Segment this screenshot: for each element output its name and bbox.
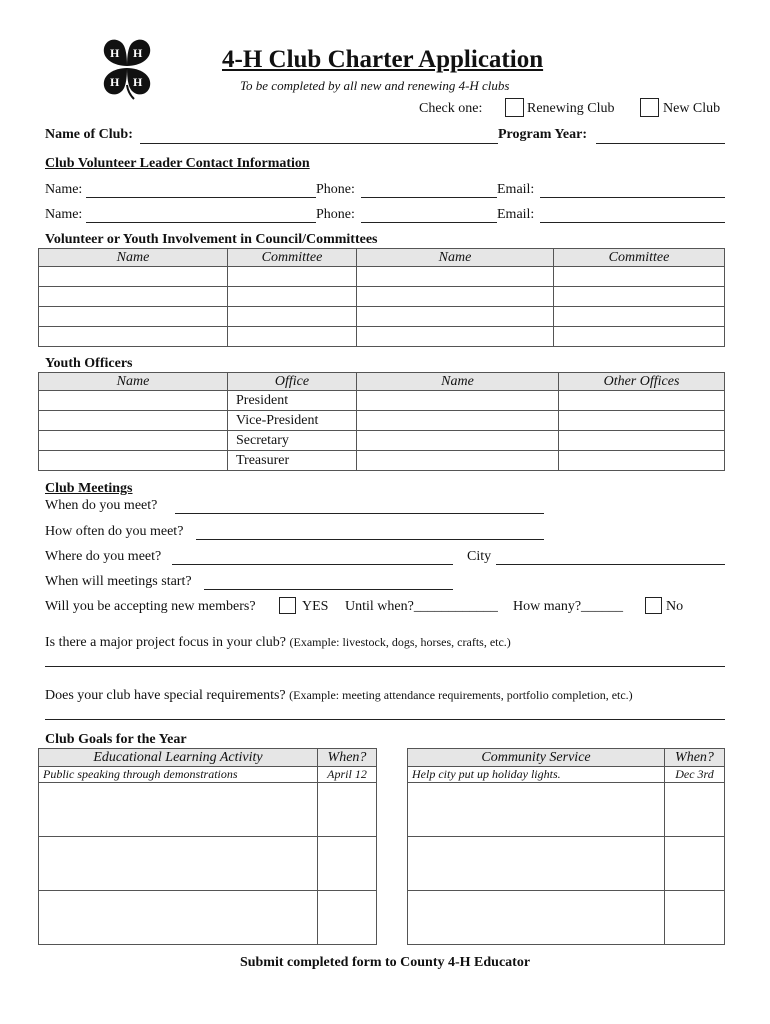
table-row[interactable] [39,391,725,411]
council-table [38,248,725,347]
new-club-label: New Club [663,101,721,116]
form-title: 4-H Club Charter Application [222,46,544,73]
special-req-question: Does your club have special requirements? [45,688,286,703]
leader1-name-label: Name: [45,182,83,197]
new-club-checkbox[interactable] [640,98,659,117]
officers-col-name-2: Name [357,373,559,391]
council-heading: Volunteer or Youth Involvement in Council/Committees [45,232,378,247]
yes-label: YES [302,599,329,614]
office-vice-president: Vice-President [228,411,357,431]
meetings-start-field[interactable] [204,589,453,590]
special-req-example: (Example: meeting attendance requirements, portfolio completion, etc.) [289,688,633,702]
how-many-field[interactable]: How many?______ [513,599,624,614]
leader1-phone-label: Phone: [316,182,355,197]
renewing-club-label: Renewing Club [527,101,615,116]
service-col-when: When? [665,749,725,767]
project-focus-example: (Example: livestock, dogs, horses, crafts, etc.) [289,635,511,649]
leader1-email-field[interactable] [540,197,725,198]
council-col-name-1: Name [39,249,228,267]
table-row[interactable] [39,891,377,945]
table-row[interactable] [39,837,377,891]
leaders-heading: Club Volunteer Leader Contact Information [45,156,310,171]
goals-heading: Club Goals for the Year [45,732,187,747]
council-col-committee-1: Committee [228,249,357,267]
city-field[interactable] [496,564,725,565]
city-label: City [467,549,492,564]
leader2-name-label: Name: [45,207,83,222]
officers-col-other: Other Offices [559,373,725,391]
officers-heading: Youth Officers [45,356,133,371]
submit-instructions: Submit completed form to County 4-H Educator [239,955,531,970]
no-checkbox[interactable] [645,597,662,614]
check-one-label: Check one: [419,101,483,116]
community-service-table [407,748,725,945]
when-meet-label: When do you meet? [45,498,158,513]
service-example-when: Dec 3rd [665,767,725,783]
table-row[interactable] [408,891,725,945]
svg-text:H: H [110,75,120,89]
svg-text:H: H [110,46,120,60]
how-often-field[interactable] [196,539,544,540]
until-when-field[interactable]: Until when?____________ [345,599,498,614]
4h-clover-logo [94,35,160,101]
table-row[interactable] [39,267,725,287]
meetings-start-label: When will meetings start? [45,574,192,589]
table-row [39,767,377,783]
meetings-heading: Club Meetings [45,481,133,496]
yes-checkbox[interactable] [279,597,296,614]
when-meet-field[interactable] [175,513,544,514]
office-treasurer: Treasurer [228,451,357,471]
learning-activity-table [38,748,377,945]
club-name-label: Name of Club: [45,127,133,142]
project-focus-field[interactable] [45,666,725,667]
program-year-field[interactable] [596,143,725,144]
leader1-email-label: Email: [497,182,535,197]
officers-table [38,372,725,471]
no-label: No [666,599,684,614]
table-row[interactable] [39,783,377,837]
leader2-phone-label: Phone: [316,207,355,222]
council-col-name-2: Name [357,249,554,267]
table-row[interactable] [39,451,725,471]
officers-col-office: Office [228,373,357,391]
leader2-name-field[interactable] [86,222,316,223]
table-row[interactable] [408,783,725,837]
how-often-label: How often do you meet? [45,524,184,539]
learning-col-activity: Educational Learning Activity [39,749,318,767]
learning-example-activity: Public speaking through demonstrations [39,767,318,783]
officers-col-name-1: Name [39,373,228,391]
special-req-field[interactable] [45,719,725,720]
where-meet-field[interactable] [172,564,453,565]
table-row[interactable] [39,411,725,431]
table-row[interactable] [39,327,725,347]
table-row [408,767,725,783]
leader1-phone-field[interactable] [361,197,497,198]
leader1-name-field[interactable] [86,197,316,198]
accepting-members-label: Will you be accepting new members? [45,599,256,614]
council-col-committee-2: Committee [554,249,725,267]
svg-text:H: H [133,46,143,60]
svg-text:H: H [133,75,143,89]
office-president: President [228,391,357,411]
table-row[interactable] [39,287,725,307]
form-subtitle: To be completed by all new and renewing 4-H clubs [240,78,510,93]
program-year-label: Program Year: [498,127,588,142]
leader2-email-field[interactable] [540,222,725,223]
service-example-activity: Help city put up holiday lights. [408,767,665,783]
table-row[interactable] [39,307,725,327]
office-secretary: Secretary [228,431,357,451]
project-focus-question: Is there a major project focus in your club? [45,635,287,650]
club-name-field[interactable] [140,143,498,144]
where-meet-label: Where do you meet? [45,549,162,564]
learning-col-when: When? [318,749,377,767]
project-focus-label [45,635,511,651]
leader2-phone-field[interactable] [361,222,497,223]
leader2-email-label: Email: [497,207,535,222]
special-req-label [45,688,633,704]
renewing-club-checkbox[interactable] [505,98,524,117]
learning-example-when: April 12 [318,767,377,783]
service-col-activity: Community Service [408,749,665,767]
table-row[interactable] [408,837,725,891]
table-row[interactable] [39,431,725,451]
